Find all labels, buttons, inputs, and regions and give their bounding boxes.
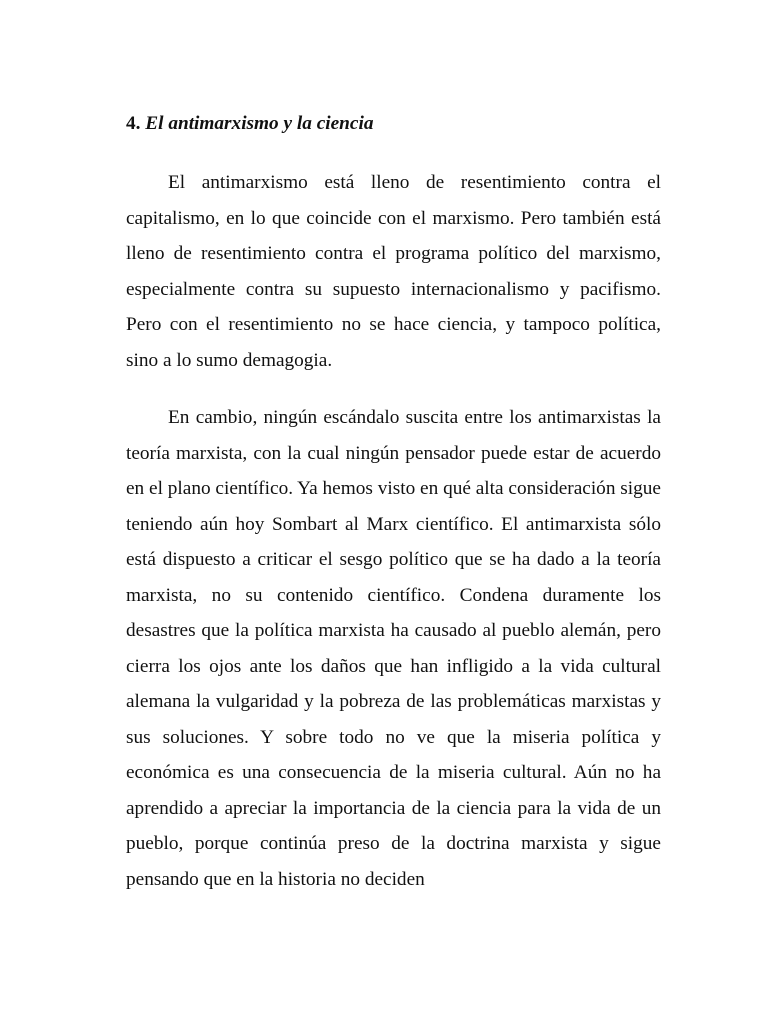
document-page <box>126 106 661 897</box>
paragraph-2: En cambio, ningún escándalo suscita entre los antimarxistas la teoría marxista, con la cual ningún pensador puede estar de acuerdo en el plano científico. Ya hemos visto en qué alta consideración sigue teniendo aún hoy Sombart al Marx científico. El antimarxista sólo está dispuesto a criticar el sesgo político que se ha dado a la teoría marxista, no su contenido científico. Condena duramente los desastres que la política marxista ha causado al pueblo alemán, pero cierra los ojos ante los daños que han infligido a la vida cultural alemana la vulgaridad y la pobreza de las problemáticas marxistas y sus soluciones. Y sobre todo no ve que la miseria política y económica es una consecuencia de la miseria cultural. Aún no ha aprendido a apreciar la importancia de la ciencia para la vida de un pueblo, porque continúa preso de la doctrina marxista y sigue pensando que en la historia no deciden <box>126 407 661 890</box>
section-heading <box>126 106 661 142</box>
section-title: El antimarxismo y la ciencia <box>145 113 374 134</box>
section-number: 4. <box>126 113 141 134</box>
paragraph-1: El antimarxismo está lleno de resentimiento contra el capitalismo, en lo que coincide con el marxismo. Pero también está lleno de resentimiento contra el programa político del marxismo, especialmente contra su supuesto internacionalismo y pacifismo. Pero con el resentimiento no se hace ciencia, y tampoco política, sino a lo sumo demagogia. <box>126 172 661 371</box>
